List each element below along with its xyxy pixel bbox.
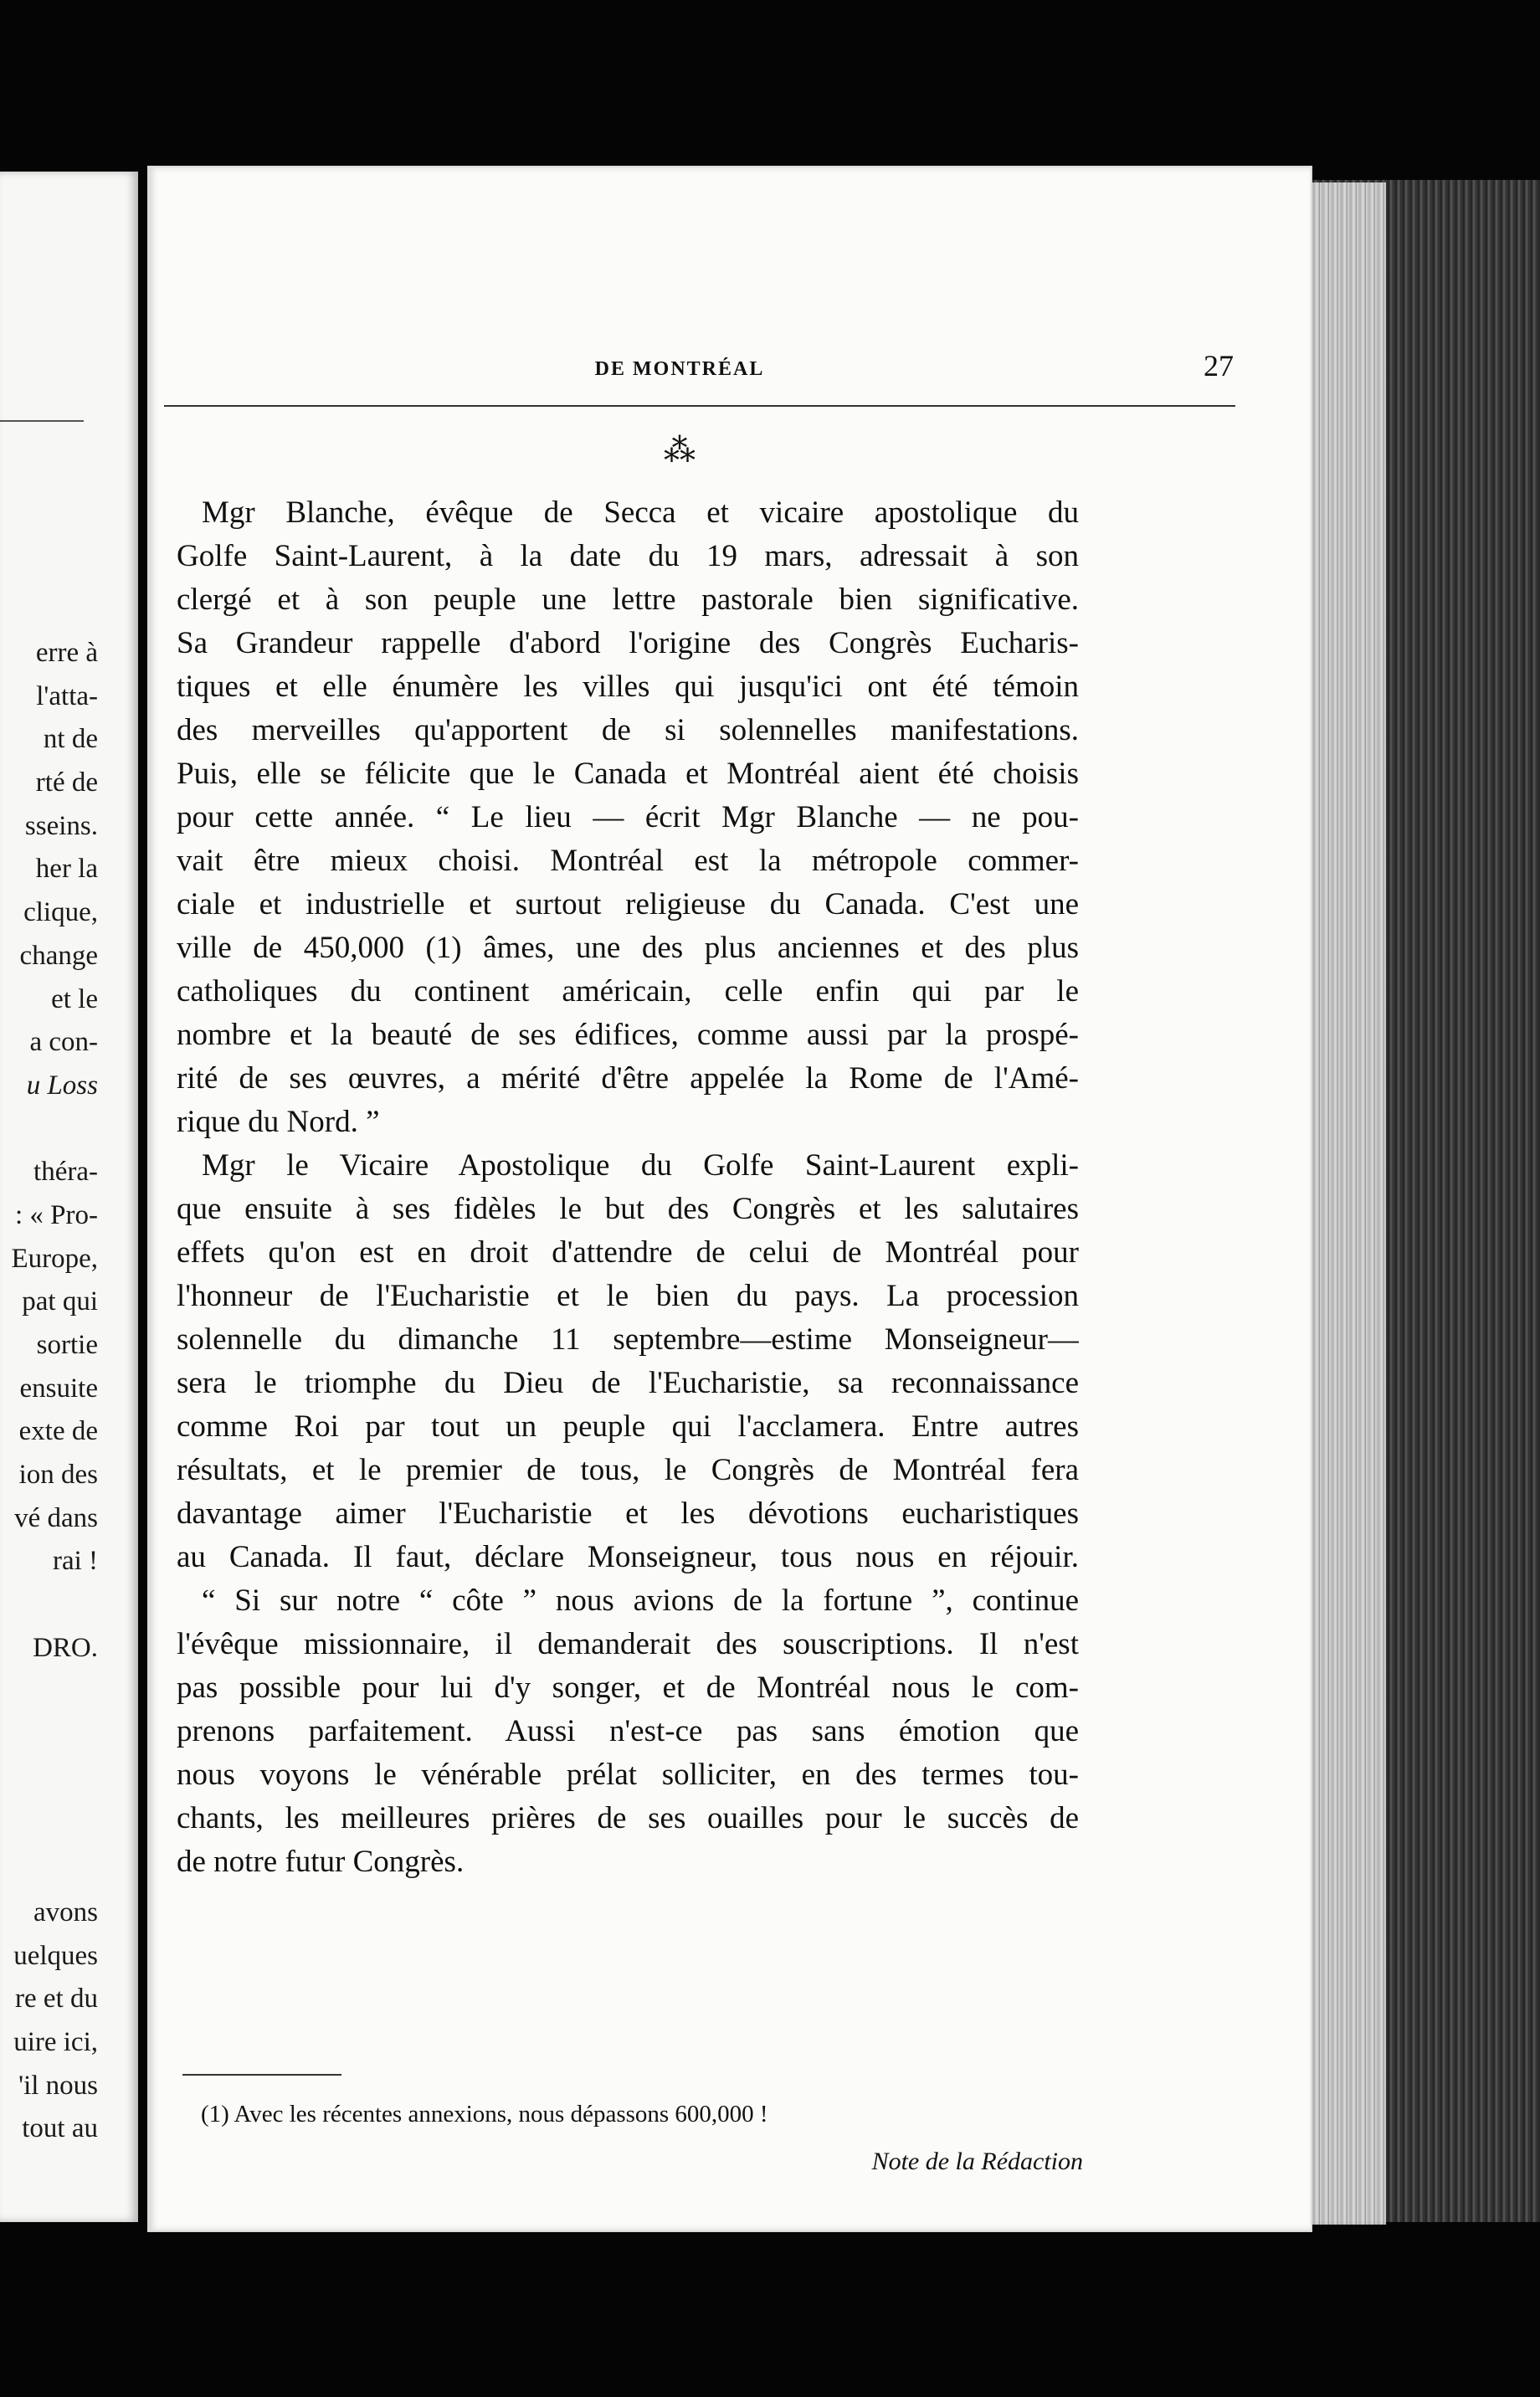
previous-page-line: clique, — [23, 897, 98, 928]
previous-page-line: tout au — [22, 2113, 98, 2144]
previous-page-line: l'atta- — [36, 680, 98, 711]
text-line: chants, les meilleures prières de ses ouailles pour le succès de — [177, 1801, 1079, 1835]
text-line: vait être mieux choisi. Montréal est la métropole commer- — [177, 844, 1079, 878]
body-text — [177, 491, 1079, 1884]
previous-page-line: uire ici, — [13, 2027, 98, 2058]
text-line: Golfe Saint-Laurent, à la date du 19 mars, adressait à son — [177, 539, 1079, 573]
text-line: sera le triomphe du Dieu de l'Eucharistie, sa reconnaissance — [177, 1366, 1079, 1400]
text-line: “ Si sur notre “ côte ” nous avions de la fortune ”, continue — [202, 1583, 1079, 1618]
previous-page-line — [0, 1108, 98, 1152]
previous-page-line: 'il nous — [18, 2070, 98, 2101]
text-line: résultats, et le premier de tous, le Congrès de Montréal fera — [177, 1453, 1079, 1487]
text-line: nous voyons le vénérable prélat solliciter, en des termes tou- — [177, 1758, 1079, 1792]
text-line: nombre et la beauté de ses édifices, comme aussi par la prospé- — [177, 1018, 1079, 1052]
text-line: comme Roi par tout un peuple qui l'acclamera. Entre autres — [177, 1409, 1079, 1444]
text-line: rique du Nord. ” — [177, 1105, 380, 1139]
previous-page-text — [0, 632, 98, 1671]
previous-page-line: rai ! — [52, 1546, 98, 1577]
previous-page-line: change — [19, 940, 98, 971]
text-line: davantage aimer l'Eucharistie et les dévotions eucharistiques — [177, 1496, 1079, 1531]
previous-page-line: rté de — [35, 767, 98, 798]
text-line: l'honneur de l'Eucharistie et le bien du pays. La procession — [177, 1279, 1079, 1313]
book-page — [149, 167, 1311, 2230]
page-stack-edge — [1311, 182, 1386, 2225]
text-line: clergé et à son peuple une lettre pastorale bien significative. — [177, 583, 1079, 617]
previous-page-line: erre à — [35, 638, 98, 668]
previous-page-line: pat qui — [22, 1286, 98, 1317]
text-line: tiques et elle énumère les villes qui jusqu'ici ont été témoin — [177, 670, 1079, 704]
footnote-attribution: Note de la Rédaction — [871, 2148, 1083, 2175]
text-line: Puis, elle se félicite que le Canada et Montréal aient été choisis — [177, 757, 1079, 791]
previous-page-line: sseins. — [24, 810, 98, 841]
text-line: au Canada. Il faut, déclare Monseigneur, tous nous en réjouir. — [177, 1540, 1079, 1574]
previous-page-line: ensuite — [19, 1373, 98, 1404]
text-line: prenons parfaitement. Aussi n'est-ce pas sans émotion que — [177, 1714, 1079, 1748]
previous-page-line: : « Pro- — [15, 1199, 98, 1230]
footnote-rule — [182, 2074, 341, 2076]
previous-page-line: nt de — [43, 724, 98, 755]
text-line: l'évêque missionnaire, il demanderait des souscriptions. Il n'est — [177, 1627, 1079, 1661]
previous-page-line: her la — [35, 854, 98, 885]
previous-page-line: avons — [33, 1897, 98, 1927]
page-number: 27 — [1204, 349, 1234, 382]
text-line: Mgr le Vicaire Apostolique du Golfe Saint-Laurent expli- — [202, 1148, 1079, 1183]
previous-page-rule — [0, 420, 84, 422]
previous-page-line: re et du — [15, 1984, 98, 2015]
previous-page-line: a con- — [29, 1027, 98, 1058]
text-line: que ensuite à ses fidèles le but des Congrès et les salutaires — [177, 1192, 1079, 1226]
text-line: rité de ses œuvres, a mérité d'être appelée la Rome de l'Amé- — [177, 1061, 1079, 1096]
text-line: solennelle du dimanche 11 septembre—estime Monseigneur— — [177, 1322, 1079, 1357]
previous-page-line: exte de — [18, 1416, 98, 1447]
previous-page-line: DRO. — [33, 1632, 98, 1663]
text-line: pas possible pour lui d'y songer, et de Montréal nous le com- — [177, 1671, 1079, 1705]
previous-page-line: uelques — [13, 1940, 98, 1971]
text-line: effets qu'on est en droit d'attendre de celui de Montréal pour — [177, 1235, 1079, 1270]
previous-page — [0, 172, 138, 2222]
text-line: de notre futur Congrès. — [177, 1845, 465, 1879]
running-head: DE MONTRÉAL — [594, 358, 765, 380]
header-rule — [164, 405, 1235, 407]
asterism: ⁂ — [664, 434, 696, 469]
text-line: pour cette année. “ Le lieu — écrit Mgr Blanche — ne pou- — [177, 800, 1079, 834]
text-line: ciale et industrielle et surtout religieuse du Canada. C'est une — [177, 887, 1079, 921]
text-line: des merveilles qu'apportent de si solennelles manifestations. — [177, 713, 1079, 747]
previous-page-line: u Loss — [26, 1070, 98, 1101]
previous-page-text-lower — [0, 1891, 98, 2151]
previous-page-line: Europe, — [11, 1243, 98, 1274]
text-line: catholiques du continent américain, celle enfin qui par le — [177, 974, 1079, 1009]
previous-page-line: vé dans — [14, 1502, 98, 1533]
text-line: Sa Grandeur rappelle d'abord l'origine des Congrès Eucharis- — [177, 626, 1079, 660]
previous-page-line: ion des — [18, 1460, 98, 1491]
text-line: Mgr Blanche, évêque de Secca et vicaire apostolique du — [202, 495, 1079, 530]
previous-page-line: sortie — [36, 1330, 98, 1360]
text-line: ville de 450,000 (1) âmes, une des plus anciennes et des plus — [177, 931, 1079, 965]
previous-page-line — [0, 1583, 98, 1627]
previous-page-line: et le — [51, 983, 98, 1014]
previous-page-line: théra- — [33, 1157, 98, 1188]
footnote: (1) Avec les récentes annexions, nous dépassons 600,000 ! — [201, 2101, 768, 2128]
